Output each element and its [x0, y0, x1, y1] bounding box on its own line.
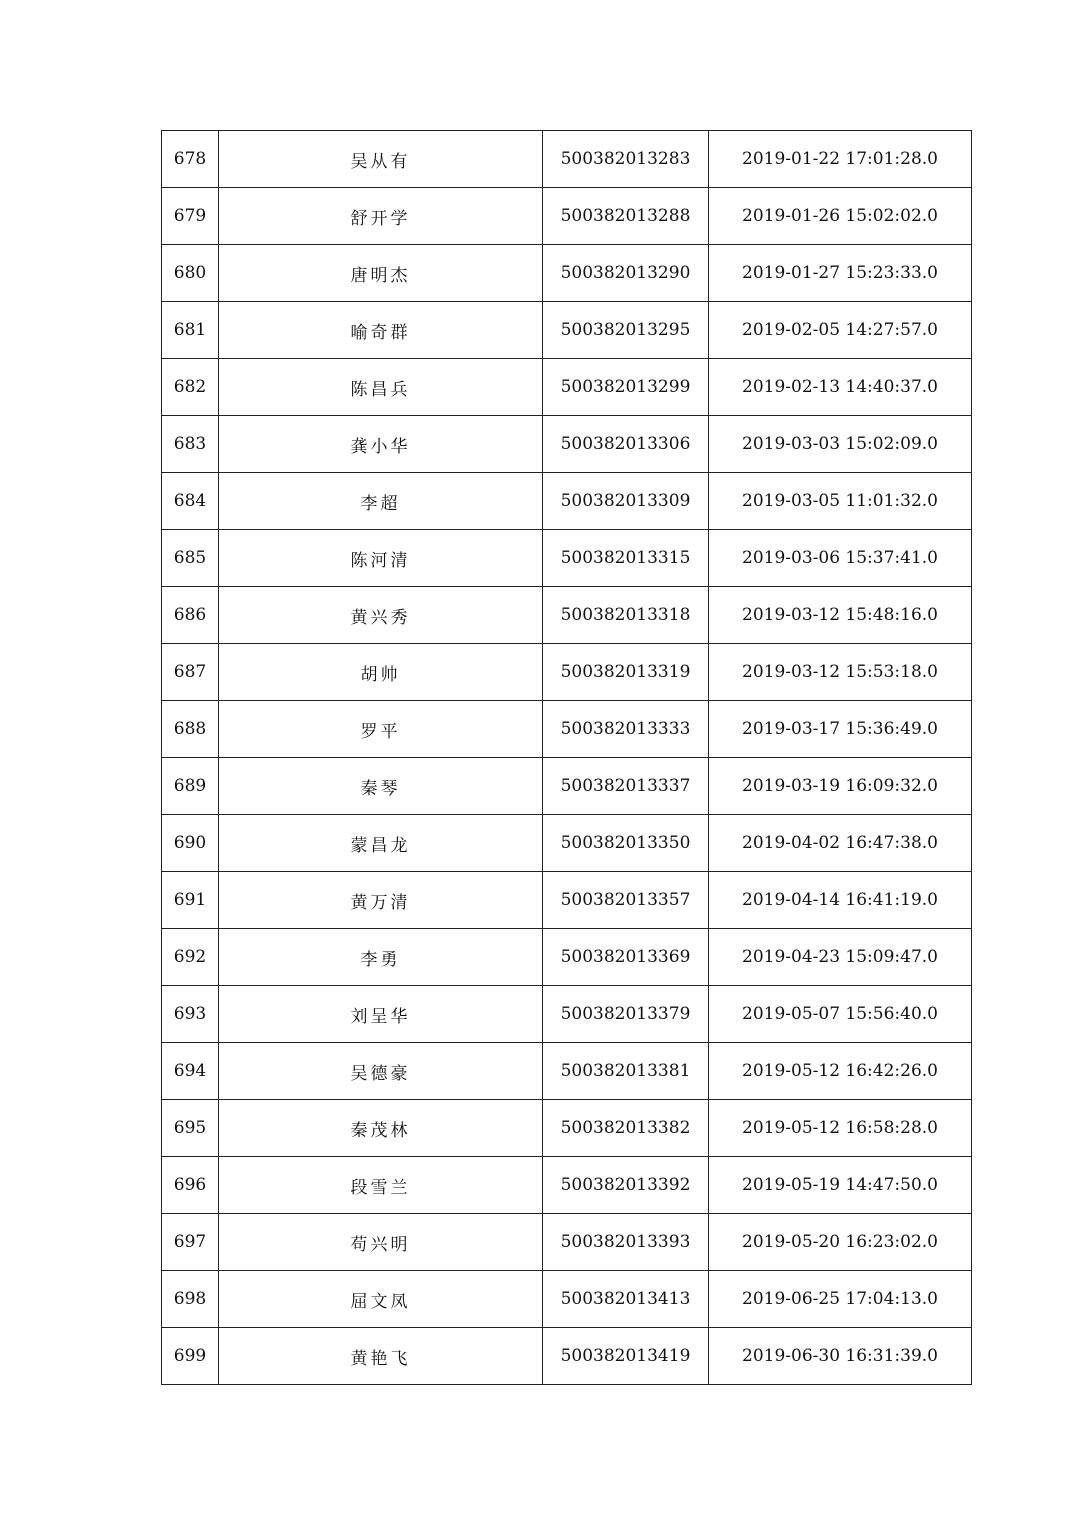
name-cell: 蒙昌龙	[219, 815, 543, 872]
timestamp-cell: 2019-06-25 17:04:13.0	[709, 1271, 972, 1328]
timestamp-cell: 2019-03-12 15:48:16.0	[709, 587, 972, 644]
id-number-cell: 500382013381	[543, 1043, 709, 1100]
row-number-cell: 683	[162, 416, 219, 473]
name-cell: 喻奇群	[219, 302, 543, 359]
id-number-cell: 500382013333	[543, 701, 709, 758]
name-cell: 龚小华	[219, 416, 543, 473]
timestamp-cell: 2019-03-03 15:02:09.0	[709, 416, 972, 473]
timestamp-cell: 2019-06-30 16:31:39.0	[709, 1328, 972, 1385]
name-cell: 陈昌兵	[219, 359, 543, 416]
timestamp-cell: 2019-05-07 15:56:40.0	[709, 986, 972, 1043]
id-number-cell: 500382013379	[543, 986, 709, 1043]
table-row	[162, 644, 972, 701]
timestamp-cell: 2019-05-12 16:58:28.0	[709, 1100, 972, 1157]
name-cell: 屈文凤	[219, 1271, 543, 1328]
table-row	[162, 1157, 972, 1214]
row-number-cell: 689	[162, 758, 219, 815]
id-number-cell: 500382013357	[543, 872, 709, 929]
timestamp-cell: 2019-01-27 15:23:33.0	[709, 245, 972, 302]
table-row	[162, 416, 972, 473]
row-number-cell: 685	[162, 530, 219, 587]
row-number-cell: 686	[162, 587, 219, 644]
row-number-cell: 696	[162, 1157, 219, 1214]
timestamp-cell: 2019-02-13 14:40:37.0	[709, 359, 972, 416]
id-number-cell: 500382013319	[543, 644, 709, 701]
table-row	[162, 473, 972, 530]
table-row	[162, 929, 972, 986]
id-number-cell: 500382013350	[543, 815, 709, 872]
row-number-cell: 684	[162, 473, 219, 530]
row-number-cell: 688	[162, 701, 219, 758]
id-number-cell: 500382013315	[543, 530, 709, 587]
name-cell: 吴从有	[219, 131, 543, 188]
row-number-cell: 694	[162, 1043, 219, 1100]
row-number-cell: 680	[162, 245, 219, 302]
table-row	[162, 758, 972, 815]
id-number-cell: 500382013337	[543, 758, 709, 815]
name-cell: 秦琴	[219, 758, 543, 815]
row-number-cell: 678	[162, 131, 219, 188]
row-number-cell: 681	[162, 302, 219, 359]
name-cell: 黄兴秀	[219, 587, 543, 644]
row-number-cell: 695	[162, 1100, 219, 1157]
id-number-cell: 500382013290	[543, 245, 709, 302]
table-row	[162, 1271, 972, 1328]
id-number-cell: 500382013413	[543, 1271, 709, 1328]
timestamp-cell: 2019-03-05 11:01:32.0	[709, 473, 972, 530]
id-number-cell: 500382013295	[543, 302, 709, 359]
timestamp-cell: 2019-05-20 16:23:02.0	[709, 1214, 972, 1271]
timestamp-cell: 2019-04-23 15:09:47.0	[709, 929, 972, 986]
name-cell: 舒开学	[219, 188, 543, 245]
table-row	[162, 986, 972, 1043]
row-number-cell: 690	[162, 815, 219, 872]
table-row	[162, 1043, 972, 1100]
name-cell: 黄艳飞	[219, 1328, 543, 1385]
row-number-cell: 687	[162, 644, 219, 701]
name-cell: 李超	[219, 473, 543, 530]
timestamp-cell: 2019-03-12 15:53:18.0	[709, 644, 972, 701]
table-row	[162, 131, 972, 188]
timestamp-cell: 2019-03-17 15:36:49.0	[709, 701, 972, 758]
name-cell: 秦茂林	[219, 1100, 543, 1157]
table-row	[162, 1328, 972, 1385]
name-cell: 黄万清	[219, 872, 543, 929]
timestamp-cell: 2019-05-19 14:47:50.0	[709, 1157, 972, 1214]
records-body	[162, 131, 972, 1385]
name-cell: 段雪兰	[219, 1157, 543, 1214]
id-number-cell: 500382013306	[543, 416, 709, 473]
table-row	[162, 872, 972, 929]
id-number-cell: 500382013419	[543, 1328, 709, 1385]
table-row	[162, 587, 972, 644]
name-cell: 唐明杰	[219, 245, 543, 302]
row-number-cell: 693	[162, 986, 219, 1043]
table-row	[162, 359, 972, 416]
timestamp-cell: 2019-03-19 16:09:32.0	[709, 758, 972, 815]
id-number-cell: 500382013392	[543, 1157, 709, 1214]
timestamp-cell: 2019-02-05 14:27:57.0	[709, 302, 972, 359]
timestamp-cell: 2019-03-06 15:37:41.0	[709, 530, 972, 587]
id-number-cell: 500382013369	[543, 929, 709, 986]
timestamp-cell: 2019-04-14 16:41:19.0	[709, 872, 972, 929]
name-cell: 陈河清	[219, 530, 543, 587]
name-cell: 刘呈华	[219, 986, 543, 1043]
id-number-cell: 500382013288	[543, 188, 709, 245]
id-number-cell: 500382013309	[543, 473, 709, 530]
name-cell: 苟兴明	[219, 1214, 543, 1271]
name-cell: 胡帅	[219, 644, 543, 701]
row-number-cell: 691	[162, 872, 219, 929]
row-number-cell: 698	[162, 1271, 219, 1328]
table-row	[162, 530, 972, 587]
timestamp-cell: 2019-04-02 16:47:38.0	[709, 815, 972, 872]
id-number-cell: 500382013299	[543, 359, 709, 416]
table-row	[162, 245, 972, 302]
table-row	[162, 1214, 972, 1271]
table-row	[162, 1100, 972, 1157]
row-number-cell: 699	[162, 1328, 219, 1385]
records-table	[161, 130, 972, 1385]
row-number-cell: 682	[162, 359, 219, 416]
id-number-cell: 500382013283	[543, 131, 709, 188]
row-number-cell: 692	[162, 929, 219, 986]
name-cell: 李勇	[219, 929, 543, 986]
timestamp-cell: 2019-01-26 15:02:02.0	[709, 188, 972, 245]
id-number-cell: 500382013382	[543, 1100, 709, 1157]
table-row	[162, 815, 972, 872]
id-number-cell: 500382013393	[543, 1214, 709, 1271]
timestamp-cell: 2019-01-22 17:01:28.0	[709, 131, 972, 188]
name-cell: 吴德豪	[219, 1043, 543, 1100]
name-cell: 罗平	[219, 701, 543, 758]
table-row	[162, 701, 972, 758]
row-number-cell: 697	[162, 1214, 219, 1271]
table-row	[162, 188, 972, 245]
row-number-cell: 679	[162, 188, 219, 245]
timestamp-cell: 2019-05-12 16:42:26.0	[709, 1043, 972, 1100]
id-number-cell: 500382013318	[543, 587, 709, 644]
table-row	[162, 302, 972, 359]
